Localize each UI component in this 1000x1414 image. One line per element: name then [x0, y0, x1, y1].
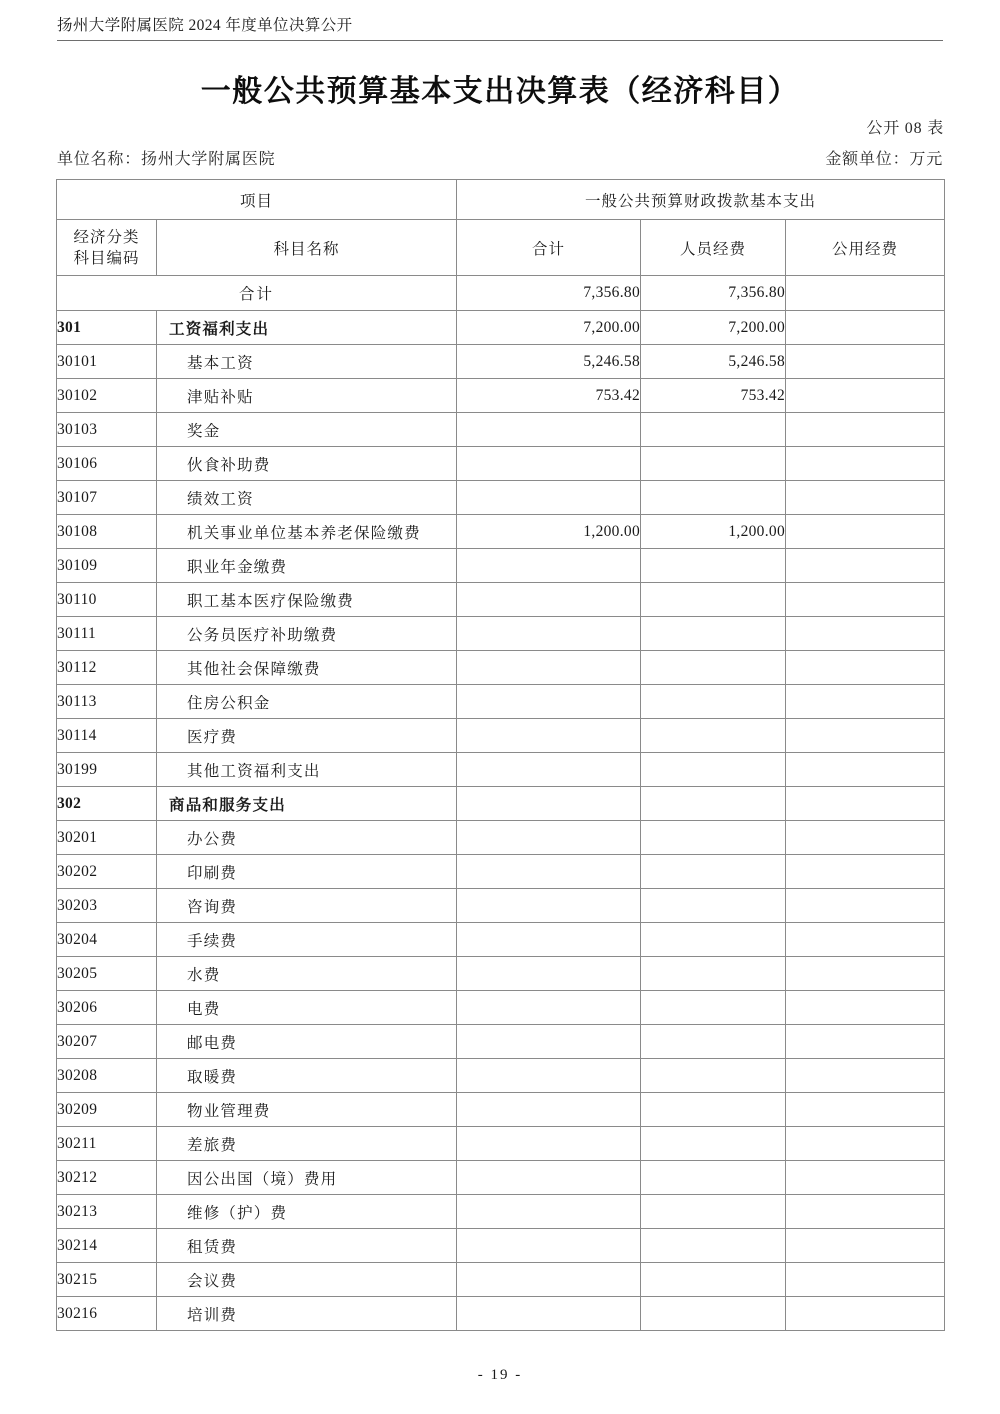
amount-unit-label: 金额单位： — [825, 151, 910, 168]
row-personnel — [641, 1297, 786, 1331]
row-personnel — [641, 821, 786, 855]
header-col-total: 合计 — [457, 220, 641, 276]
row-public — [786, 549, 945, 583]
table-row — [57, 379, 945, 413]
page-title: 一般公共预算基本支出决算表（经济科目） — [200, 75, 800, 108]
row-name: 职业年金缴费 — [157, 549, 457, 583]
table-row — [57, 481, 945, 515]
row-total — [457, 821, 641, 855]
row-code: 30204 — [57, 923, 157, 957]
table-row — [57, 1059, 945, 1093]
row-public — [786, 311, 945, 345]
unit-name — [57, 146, 275, 169]
row-name: 医疗费 — [157, 719, 457, 753]
row-code: 30111 — [57, 617, 157, 651]
row-public — [786, 1297, 945, 1331]
row-personnel: 753.42 — [641, 379, 786, 413]
table-row — [57, 617, 945, 651]
row-total: 7,200.00 — [457, 311, 641, 345]
row-code: 30103 — [57, 413, 157, 447]
row-personnel — [641, 413, 786, 447]
row-public — [786, 787, 945, 821]
row-code: 30211 — [57, 1127, 157, 1161]
header-col-code-line2: 科目编码 — [73, 249, 140, 267]
row-total: 753.42 — [457, 379, 641, 413]
row-public — [786, 617, 945, 651]
row-personnel — [641, 583, 786, 617]
row-public — [786, 1263, 945, 1297]
row-code: 30215 — [57, 1263, 157, 1297]
row-name: 物业管理费 — [157, 1093, 457, 1127]
row-code: 30199 — [57, 753, 157, 787]
row-code: 301 — [57, 311, 157, 345]
row-public — [786, 1195, 945, 1229]
row-personnel — [641, 1093, 786, 1127]
row-public — [786, 447, 945, 481]
row-public — [786, 345, 945, 379]
row-code: 30206 — [57, 991, 157, 1025]
row-name: 办公费 — [157, 821, 457, 855]
table-row — [57, 787, 945, 821]
row-name: 电费 — [157, 991, 457, 1025]
table-row — [57, 651, 945, 685]
form-number: 公开 08 表 — [866, 120, 944, 137]
row-name: 水费 — [157, 957, 457, 991]
row-personnel — [641, 889, 786, 923]
table-row — [57, 991, 945, 1025]
table-row — [57, 821, 945, 855]
row-personnel — [641, 481, 786, 515]
row-name: 租赁费 — [157, 1229, 457, 1263]
table-row — [57, 753, 945, 787]
header-col-name: 科目名称 — [157, 220, 457, 276]
row-code: 30214 — [57, 1229, 157, 1263]
amount-unit — [825, 146, 943, 169]
row-name: 机关事业单位基本养老保险缴费 — [157, 515, 457, 549]
row-code: 30216 — [57, 1297, 157, 1331]
row-total — [457, 1195, 641, 1229]
row-personnel — [641, 447, 786, 481]
row-total — [457, 1229, 641, 1263]
row-code: 30101 — [57, 345, 157, 379]
row-total — [457, 617, 641, 651]
row-name: 差旅费 — [157, 1127, 457, 1161]
row-total — [457, 1093, 641, 1127]
row-code: 30114 — [57, 719, 157, 753]
row-public — [786, 957, 945, 991]
row-public — [786, 991, 945, 1025]
header-col-personnel: 人员经费 — [641, 220, 786, 276]
row-personnel — [641, 855, 786, 889]
row-name: 取暖费 — [157, 1059, 457, 1093]
budget-table-wrapper — [56, 179, 944, 1331]
row-name: 住房公积金 — [157, 685, 457, 719]
row-public — [786, 413, 945, 447]
row-name: 维修（护）费 — [157, 1195, 457, 1229]
table-row — [57, 413, 945, 447]
row-name: 印刷费 — [157, 855, 457, 889]
row-total — [457, 685, 641, 719]
unit-name-value: 扬州大学附属医院 — [141, 151, 276, 168]
table-row — [57, 685, 945, 719]
row-code: 30113 — [57, 685, 157, 719]
row-personnel: 5,246.58 — [641, 345, 786, 379]
row-code: 30205 — [57, 957, 157, 991]
row-public — [786, 1161, 945, 1195]
table-header — [57, 180, 945, 276]
running-head-rule — [57, 40, 943, 41]
row-name: 绩效工资 — [157, 481, 457, 515]
row-name: 津贴补贴 — [157, 379, 457, 413]
row-personnel — [641, 719, 786, 753]
row-code: 30201 — [57, 821, 157, 855]
row-personnel — [641, 1229, 786, 1263]
row-name: 培训费 — [157, 1297, 457, 1331]
row-public — [786, 821, 945, 855]
row-total — [457, 923, 641, 957]
row-total — [457, 1263, 641, 1297]
row-personnel — [641, 549, 786, 583]
table-row — [57, 1263, 945, 1297]
row-total — [457, 549, 641, 583]
row-code: 30202 — [57, 855, 157, 889]
row-personnel — [641, 1127, 786, 1161]
table-row — [57, 855, 945, 889]
row-total — [457, 957, 641, 991]
table-row — [57, 957, 945, 991]
row-total: 1,200.00 — [457, 515, 641, 549]
row-total: 5,246.58 — [457, 345, 641, 379]
total-row-public — [786, 276, 945, 311]
row-name: 伙食补助费 — [157, 447, 457, 481]
row-personnel — [641, 1263, 786, 1297]
row-name: 工资福利支出 — [157, 311, 457, 345]
table-row — [57, 1195, 945, 1229]
row-total — [457, 1297, 641, 1331]
row-total — [457, 583, 641, 617]
row-public — [786, 719, 945, 753]
table-row — [57, 549, 945, 583]
running-head-text: 扬州大学附属医院 2024 年度单位决算公开 — [57, 17, 353, 34]
table-row — [57, 923, 945, 957]
row-code: 30208 — [57, 1059, 157, 1093]
total-row-personnel: 7,356.80 — [641, 276, 786, 311]
row-code: 30109 — [57, 549, 157, 583]
row-personnel — [641, 1059, 786, 1093]
row-public — [786, 753, 945, 787]
table-row — [57, 889, 945, 923]
row-total — [457, 481, 641, 515]
row-name: 邮电费 — [157, 1025, 457, 1059]
table-row — [57, 447, 945, 481]
total-row-label: 合计 — [57, 276, 457, 311]
row-public — [786, 481, 945, 515]
row-total — [457, 651, 641, 685]
row-personnel — [641, 787, 786, 821]
table-row — [57, 1025, 945, 1059]
row-name: 公务员医疗补助缴费 — [157, 617, 457, 651]
page-number: - 19 - — [477, 1367, 523, 1383]
header-row-columns — [57, 220, 945, 276]
row-personnel — [641, 991, 786, 1025]
row-code: 30112 — [57, 651, 157, 685]
row-public — [786, 583, 945, 617]
row-public — [786, 651, 945, 685]
table-row — [57, 719, 945, 753]
budget-table — [56, 179, 945, 1331]
row-total — [457, 991, 641, 1025]
row-total — [457, 753, 641, 787]
row-code: 30108 — [57, 515, 157, 549]
row-name: 手续费 — [157, 923, 457, 957]
row-public — [786, 1093, 945, 1127]
row-personnel: 7,200.00 — [641, 311, 786, 345]
table-row — [57, 345, 945, 379]
running-head — [57, 16, 943, 41]
row-public — [786, 1059, 945, 1093]
row-code: 30212 — [57, 1161, 157, 1195]
row-name: 职工基本医疗保险缴费 — [157, 583, 457, 617]
row-code: 302 — [57, 787, 157, 821]
header-col-code — [57, 220, 157, 276]
header-group-funding: 一般公共预算财政拨款基本支出 — [457, 180, 945, 220]
row-name: 基本工资 — [157, 345, 457, 379]
row-total — [457, 1127, 641, 1161]
row-name: 咨询费 — [157, 889, 457, 923]
table-row — [57, 515, 945, 549]
row-code: 30213 — [57, 1195, 157, 1229]
row-code: 30102 — [57, 379, 157, 413]
table-row — [57, 1297, 945, 1331]
row-code: 30106 — [57, 447, 157, 481]
row-public — [786, 685, 945, 719]
unit-name-label: 单位名称： — [57, 151, 142, 168]
row-code: 30203 — [57, 889, 157, 923]
row-name: 其他社会保障缴费 — [157, 651, 457, 685]
row-code: 30209 — [57, 1093, 157, 1127]
row-personnel — [641, 1161, 786, 1195]
row-name: 因公出国（境）费用 — [157, 1161, 457, 1195]
table-row — [57, 1229, 945, 1263]
row-personnel — [641, 923, 786, 957]
row-personnel — [641, 651, 786, 685]
row-public — [786, 923, 945, 957]
row-total — [457, 719, 641, 753]
row-public — [786, 1127, 945, 1161]
row-personnel — [641, 1195, 786, 1229]
row-code: 30110 — [57, 583, 157, 617]
row-total — [457, 1025, 641, 1059]
row-total — [457, 1059, 641, 1093]
table-row — [57, 583, 945, 617]
row-total — [457, 413, 641, 447]
row-personnel — [641, 753, 786, 787]
amount-unit-value: 万元 — [909, 151, 943, 168]
table-row — [57, 1127, 945, 1161]
header-group-item: 项目 — [57, 180, 457, 220]
meta-row — [57, 146, 943, 169]
row-total — [457, 787, 641, 821]
row-total — [457, 447, 641, 481]
header-col-public: 公用经费 — [786, 220, 945, 276]
row-name: 奖金 — [157, 413, 457, 447]
row-public — [786, 855, 945, 889]
header-col-code-line1: 经济分类 — [73, 228, 140, 246]
total-row-total: 7,356.80 — [457, 276, 641, 311]
table-row — [57, 1093, 945, 1127]
table-row-total — [57, 276, 945, 311]
row-public — [786, 889, 945, 923]
row-personnel — [641, 957, 786, 991]
row-public — [786, 379, 945, 413]
table-body — [57, 276, 945, 1331]
row-public — [786, 515, 945, 549]
row-personnel — [641, 685, 786, 719]
row-total — [457, 889, 641, 923]
header-row-group — [57, 180, 945, 220]
row-code: 30107 — [57, 481, 157, 515]
row-public — [786, 1229, 945, 1263]
table-row — [57, 311, 945, 345]
row-code: 30207 — [57, 1025, 157, 1059]
row-total — [457, 1161, 641, 1195]
table-row — [57, 1161, 945, 1195]
row-name: 商品和服务支出 — [157, 787, 457, 821]
row-personnel — [641, 1025, 786, 1059]
row-personnel: 1,200.00 — [641, 515, 786, 549]
row-total — [457, 855, 641, 889]
row-public — [786, 1025, 945, 1059]
row-personnel — [641, 617, 786, 651]
row-name: 其他工资福利支出 — [157, 753, 457, 787]
row-name: 会议费 — [157, 1263, 457, 1297]
